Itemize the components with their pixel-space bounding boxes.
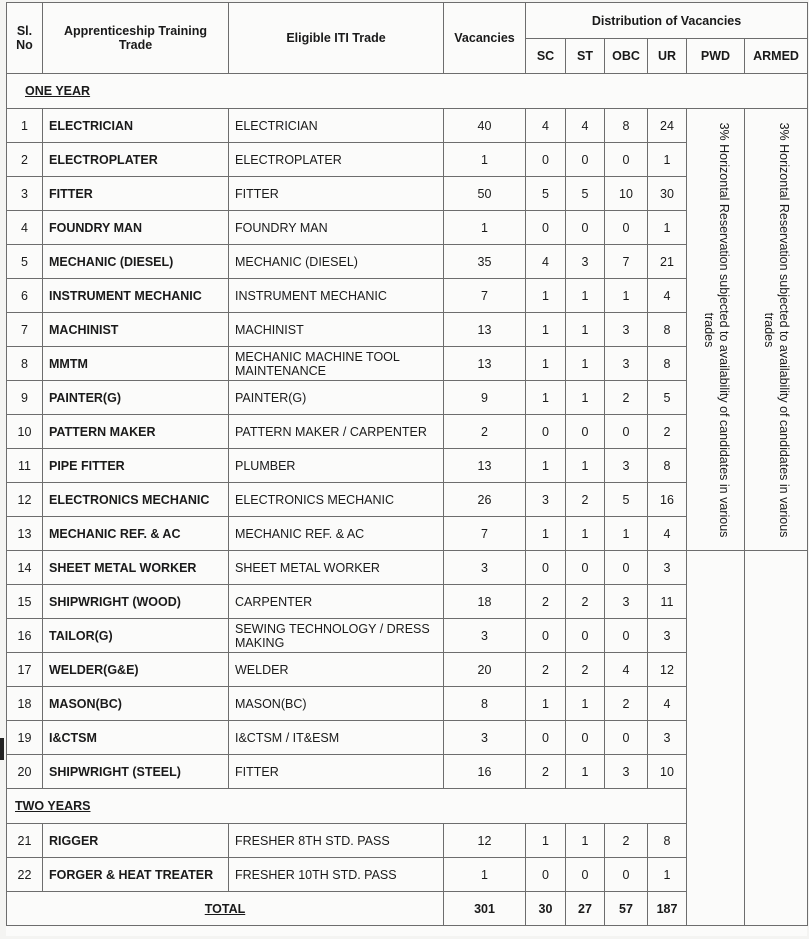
- cell-ur: 16: [648, 483, 687, 517]
- cell-sl: 13: [7, 517, 43, 551]
- cell-trade: MECHANIC (DIESEL): [43, 245, 229, 279]
- cell-obc: 1: [605, 517, 648, 551]
- cell-iti: MASON(BC): [229, 687, 444, 721]
- cell-st: 4: [566, 109, 605, 143]
- cell-ur: 1: [648, 858, 687, 892]
- cell-sl: 15: [7, 585, 43, 619]
- table-row: [7, 109, 808, 143]
- cell-sc: 1: [526, 517, 566, 551]
- cell-st: 1: [566, 449, 605, 483]
- cell-trade: SHIPWRIGHT (STEEL): [43, 755, 229, 789]
- cell-sl: 10: [7, 415, 43, 449]
- cell-st: 0: [566, 415, 605, 449]
- cell-vac: 18: [444, 585, 526, 619]
- cell-vac: 3: [444, 551, 526, 585]
- cell-sc: 1: [526, 449, 566, 483]
- cell-ur: 1: [648, 211, 687, 245]
- header-training-trade: Apprenticeship Training Trade: [43, 3, 229, 74]
- cell-sl: 19: [7, 721, 43, 755]
- cell-vac: 3: [444, 721, 526, 755]
- cell-ur: 8: [648, 449, 687, 483]
- total-vac: 301: [444, 892, 526, 926]
- cell-vac: 13: [444, 347, 526, 381]
- cell-ur: 8: [648, 313, 687, 347]
- cell-iti: MACHINIST: [229, 313, 444, 347]
- cell-iti: SHEET METAL WORKER: [229, 551, 444, 585]
- cell-vac: 1: [444, 858, 526, 892]
- reservation-pwd-text: 3% Horizontal Reservation subjected to availability of candidates in various trades: [701, 122, 731, 537]
- cell-trade: ELECTROPLATER: [43, 143, 229, 177]
- cell-st: 1: [566, 824, 605, 858]
- header-st: ST: [566, 39, 605, 74]
- blank-armed-cell: [745, 551, 808, 926]
- cell-iti: FITTER: [229, 177, 444, 211]
- cell-obc: 8: [605, 109, 648, 143]
- reservation-pwd: [687, 109, 745, 551]
- cell-vac: 13: [444, 313, 526, 347]
- cell-ur: 10: [648, 755, 687, 789]
- cell-obc: 1: [605, 279, 648, 313]
- cell-sc: 2: [526, 585, 566, 619]
- cell-obc: 2: [605, 381, 648, 415]
- cell-vac: 9: [444, 381, 526, 415]
- cell-ur: 3: [648, 619, 687, 653]
- cell-vac: 1: [444, 143, 526, 177]
- cell-sl: 14: [7, 551, 43, 585]
- cell-iti: ELECTRICIAN: [229, 109, 444, 143]
- cell-ur: 21: [648, 245, 687, 279]
- cell-iti: WELDER: [229, 653, 444, 687]
- blank-pwd-cell: [687, 551, 745, 926]
- cell-iti: PLUMBER: [229, 449, 444, 483]
- cell-obc: 3: [605, 313, 648, 347]
- cell-iti: PATTERN MAKER / CARPENTER: [229, 415, 444, 449]
- cell-sc: 0: [526, 619, 566, 653]
- header-armed: ARMED: [745, 39, 808, 74]
- cell-iti: ELECTRONICS MECHANIC: [229, 483, 444, 517]
- cell-trade: MASON(BC): [43, 687, 229, 721]
- cell-st: 2: [566, 585, 605, 619]
- cell-sc: 1: [526, 687, 566, 721]
- total-ur: 187: [648, 892, 687, 926]
- cell-sc: 4: [526, 109, 566, 143]
- cell-obc: 4: [605, 653, 648, 687]
- cell-ur: 4: [648, 687, 687, 721]
- cell-trade: MMTM: [43, 347, 229, 381]
- header-iti-trade: Eligible ITI Trade: [229, 3, 444, 74]
- cell-obc: 0: [605, 858, 648, 892]
- cell-sl: 22: [7, 858, 43, 892]
- cell-trade: FOUNDRY MAN: [43, 211, 229, 245]
- cell-iti: FRESHER 8TH STD. PASS: [229, 824, 444, 858]
- section-label-two-years: TWO YEARS: [7, 789, 687, 824]
- cell-vac: 13: [444, 449, 526, 483]
- vacancy-document: [6, 2, 807, 936]
- cell-vac: 2: [444, 415, 526, 449]
- cell-obc: 3: [605, 585, 648, 619]
- cell-sl: 9: [7, 381, 43, 415]
- cell-iti: FOUNDRY MAN: [229, 211, 444, 245]
- header-ur: UR: [648, 39, 687, 74]
- cell-st: 3: [566, 245, 605, 279]
- cell-trade: PIPE FITTER: [43, 449, 229, 483]
- cell-trade: MACHINIST: [43, 313, 229, 347]
- cell-iti: CARPENTER: [229, 585, 444, 619]
- header-sl: Sl. No: [7, 3, 43, 74]
- cell-trade: WELDER(G&E): [43, 653, 229, 687]
- cell-st: 0: [566, 143, 605, 177]
- cell-obc: 7: [605, 245, 648, 279]
- cell-st: 1: [566, 279, 605, 313]
- cell-vac: 1: [444, 211, 526, 245]
- total-obc: 57: [605, 892, 648, 926]
- cell-sl: 7: [7, 313, 43, 347]
- cell-sl: 1: [7, 109, 43, 143]
- header-vacancies: Vacancies: [444, 3, 526, 74]
- cell-sc: 2: [526, 755, 566, 789]
- cell-iti: PAINTER(G): [229, 381, 444, 415]
- cell-sc: 0: [526, 551, 566, 585]
- cell-obc: 5: [605, 483, 648, 517]
- cell-ur: 4: [648, 517, 687, 551]
- cell-obc: 3: [605, 755, 648, 789]
- cell-ur: 3: [648, 551, 687, 585]
- cell-ur: 1: [648, 143, 687, 177]
- cell-vac: 12: [444, 824, 526, 858]
- cell-vac: 3: [444, 619, 526, 653]
- cell-trade: ELECTRICIAN: [43, 109, 229, 143]
- cell-sl: 20: [7, 755, 43, 789]
- cell-trade: TAILOR(G): [43, 619, 229, 653]
- cell-sl: 3: [7, 177, 43, 211]
- cell-ur: 24: [648, 109, 687, 143]
- cell-iti: FRESHER 10TH STD. PASS: [229, 858, 444, 892]
- cell-sl: 17: [7, 653, 43, 687]
- cell-sc: 1: [526, 279, 566, 313]
- cell-sc: 0: [526, 415, 566, 449]
- cell-st: 1: [566, 755, 605, 789]
- cell-sl: 21: [7, 824, 43, 858]
- cell-obc: 3: [605, 347, 648, 381]
- cell-sl: 12: [7, 483, 43, 517]
- cell-obc: 3: [605, 449, 648, 483]
- cell-trade: SHEET METAL WORKER: [43, 551, 229, 585]
- cell-st: 0: [566, 858, 605, 892]
- cell-sc: 0: [526, 721, 566, 755]
- total-st: 27: [566, 892, 605, 926]
- cell-ur: 4: [648, 279, 687, 313]
- cell-obc: 10: [605, 177, 648, 211]
- cell-obc: 2: [605, 687, 648, 721]
- cell-st: 5: [566, 177, 605, 211]
- cell-iti: FITTER: [229, 755, 444, 789]
- cell-trade: MECHANIC REF. & AC: [43, 517, 229, 551]
- cell-ur: 3: [648, 721, 687, 755]
- cell-iti: MECHANIC MACHINE TOOL MAINTENANCE: [229, 347, 444, 381]
- table-row: [7, 551, 808, 585]
- cell-st: 2: [566, 653, 605, 687]
- cell-vac: 35: [444, 245, 526, 279]
- cell-obc: 0: [605, 143, 648, 177]
- cell-sc: 1: [526, 824, 566, 858]
- cell-obc: 0: [605, 619, 648, 653]
- cell-iti: I&CTSM / IT&ESM: [229, 721, 444, 755]
- cell-sl: 5: [7, 245, 43, 279]
- cell-st: 0: [566, 211, 605, 245]
- cell-obc: 2: [605, 824, 648, 858]
- cell-ur: 8: [648, 824, 687, 858]
- cell-sl: 6: [7, 279, 43, 313]
- cell-vac: 20: [444, 653, 526, 687]
- cell-iti: MECHANIC (DIESEL): [229, 245, 444, 279]
- header-obc: OBC: [605, 39, 648, 74]
- cell-obc: 0: [605, 721, 648, 755]
- cell-sc: 4: [526, 245, 566, 279]
- cell-ur: 30: [648, 177, 687, 211]
- cell-st: 1: [566, 517, 605, 551]
- cell-ur: 2: [648, 415, 687, 449]
- cell-trade: PATTERN MAKER: [43, 415, 229, 449]
- reservation-armed-text: 3% Horizontal Reservation subjected to availability of candidates in various trades: [762, 122, 792, 537]
- cell-trade: PAINTER(G): [43, 381, 229, 415]
- cell-sc: 0: [526, 858, 566, 892]
- cell-st: 2: [566, 483, 605, 517]
- cell-st: 1: [566, 381, 605, 415]
- cell-trade: INSTRUMENT MECHANIC: [43, 279, 229, 313]
- cell-sc: 5: [526, 177, 566, 211]
- cell-sl: 2: [7, 143, 43, 177]
- cell-iti: MECHANIC REF. & AC: [229, 517, 444, 551]
- reservation-armed: [745, 109, 808, 551]
- cell-sl: 18: [7, 687, 43, 721]
- cell-sc: 0: [526, 211, 566, 245]
- cell-trade: RIGGER: [43, 824, 229, 858]
- cell-st: 1: [566, 687, 605, 721]
- cell-st: 0: [566, 619, 605, 653]
- cell-ur: 5: [648, 381, 687, 415]
- cell-vac: 7: [444, 279, 526, 313]
- cell-st: 1: [566, 313, 605, 347]
- cell-st: 1: [566, 347, 605, 381]
- cell-vac: 8: [444, 687, 526, 721]
- scan-edge-mark: [0, 738, 4, 760]
- cell-obc: 0: [605, 211, 648, 245]
- cell-sc: 1: [526, 347, 566, 381]
- header-distribution: Distribution of Vacancies: [526, 3, 808, 39]
- cell-trade: I&CTSM: [43, 721, 229, 755]
- cell-sc: 1: [526, 313, 566, 347]
- total-sc: 30: [526, 892, 566, 926]
- cell-sc: 1: [526, 381, 566, 415]
- header-pwd: PWD: [687, 39, 745, 74]
- cell-st: 0: [566, 721, 605, 755]
- cell-trade: SHIPWRIGHT (WOOD): [43, 585, 229, 619]
- cell-vac: 26: [444, 483, 526, 517]
- cell-ur: 8: [648, 347, 687, 381]
- cell-st: 0: [566, 551, 605, 585]
- cell-sl: 11: [7, 449, 43, 483]
- section-label-one-year: ONE YEAR: [7, 74, 808, 109]
- cell-iti: INSTRUMENT MECHANIC: [229, 279, 444, 313]
- cell-ur: 12: [648, 653, 687, 687]
- cell-ur: 11: [648, 585, 687, 619]
- cell-vac: 50: [444, 177, 526, 211]
- cell-obc: 0: [605, 551, 648, 585]
- cell-sl: 4: [7, 211, 43, 245]
- cell-vac: 16: [444, 755, 526, 789]
- cell-trade: FITTER: [43, 177, 229, 211]
- section-one-year: [7, 74, 808, 109]
- vacancy-table: [6, 2, 808, 926]
- cell-sl: 16: [7, 619, 43, 653]
- cell-iti: SEWING TECHNOLOGY / DRESS MAKING: [229, 619, 444, 653]
- cell-trade: FORGER & HEAT TREATER: [43, 858, 229, 892]
- header-sc: SC: [526, 39, 566, 74]
- cell-vac: 7: [444, 517, 526, 551]
- cell-trade: ELECTRONICS MECHANIC: [43, 483, 229, 517]
- cell-sc: 0: [526, 143, 566, 177]
- cell-vac: 40: [444, 109, 526, 143]
- cell-sc: 2: [526, 653, 566, 687]
- cell-sl: 8: [7, 347, 43, 381]
- cell-obc: 0: [605, 415, 648, 449]
- cell-sc: 3: [526, 483, 566, 517]
- cell-iti: ELECTROPLATER: [229, 143, 444, 177]
- total-label: TOTAL: [7, 892, 444, 926]
